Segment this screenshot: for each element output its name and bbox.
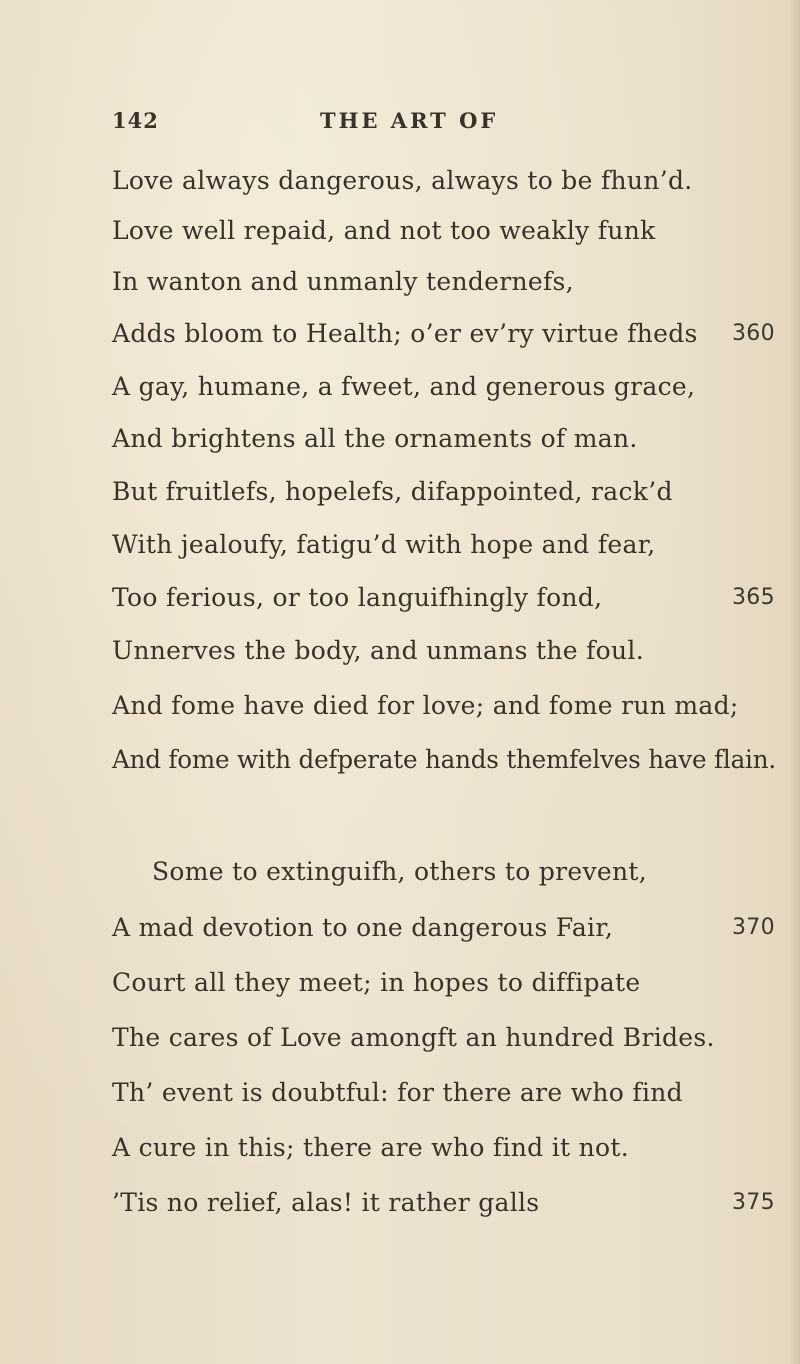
page-edge-shadow bbox=[790, 0, 800, 1364]
running-head: THE ART OF bbox=[320, 108, 499, 133]
line-number: 365 bbox=[732, 585, 775, 610]
page-header bbox=[112, 108, 672, 148]
line-number: 370 bbox=[732, 915, 775, 940]
line-number: 360 bbox=[732, 321, 775, 346]
page-number: 142 bbox=[112, 108, 159, 133]
book-page: 142 THE ART OF Love always dangerous, always to be fhun’d. Love well repaid, and not too weakly funk In wanton and unmanly tendernefs, Adds bloom to Health; o’er ev’ry virtue fheds 360 A gay, humane, a fweet, and generous grace, And brightens all the ornaments of man. But fruitlefs, hopelefs, difappointed, rack’d With jealoufy, fatigu’d with hope and fear, Too ferious, or too languifhingly fond, 365 Unnerves the body, and unmans the foul. And fome have died for love; and fome run mad; And fome with defperate hands themfelves have flain. Some to extinguifh, others to prevent, A mad devotion to one dangerous Fair, 370 Court all they meet; in hopes to diffipate The cares of Love amongft an hundred Brides. Th’ event is doubtful: for there are who find A cure in this; there are who find it not. ’Tis no relief, alas! it rather galls 375 bbox=[0, 0, 800, 1364]
line-number: 375 bbox=[732, 1190, 775, 1215]
